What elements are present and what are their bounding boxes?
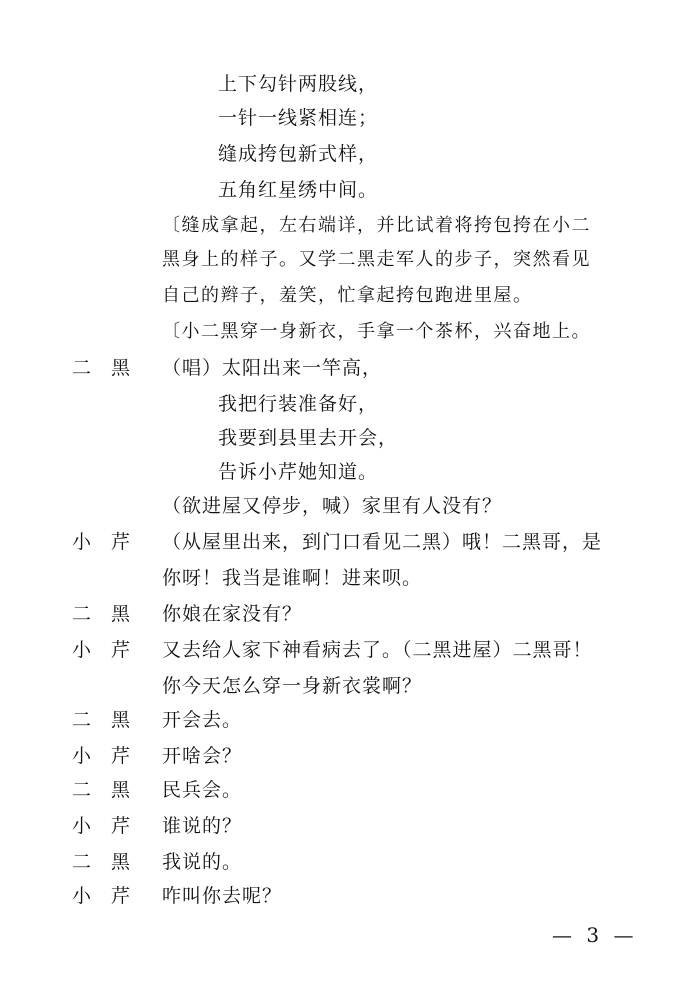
dialogue-line: 你呀！我当是谁啊！进来呗。 [162,567,423,589]
lyric-line: 上下勾针两股线， [218,73,379,95]
dialogue-line: 又去给人家下神看病去了。（二黑进屋）二黑哥！ [162,639,593,661]
lyric-line: 五角红星绣中间。 [218,179,379,201]
dialogue-line: 咋叫你去呢？ [162,885,283,907]
speaker-name: 小芹 [72,639,151,661]
dialogue-line: 你今天怎么穿一身新衣裳啊？ [162,675,423,697]
speaker-name: 二黑 [72,779,151,801]
dialogue-line: 我把行装准备好， [218,393,379,415]
stage-direction: 〔小二黑穿一身新衣，手拿一个茶杯，兴奋地上。 [162,321,591,342]
page-number: — 3 — [552,923,638,947]
speaker-name: 二黑 [72,603,151,625]
speaker-name: 小芹 [72,815,151,837]
speaker-name: 二黑 [72,357,151,379]
dialogue-line: 我说的。 [162,851,243,873]
dialogue-line: （唱）太阳出来一竿高， [162,357,383,379]
dialogue-line: 开会去。 [162,709,243,731]
lyric-line: 一针一线紧相连； [218,107,379,129]
dialogue-line: 告诉小芹她知道。 [218,461,379,483]
speaker-name: 二黑 [72,709,151,731]
dialogue-line: 民兵会。 [162,779,243,801]
dialogue-line: （从屋里出来，到门口看见二黑）哦！二黑哥，是 [162,531,603,553]
speaker-name: 二黑 [72,851,151,873]
speaker-name: 小芹 [72,531,151,553]
stage-direction: 〔缝成拿起，左右端详，并比试着将挎包挎在小二 [162,215,591,236]
speaker-name: 小芹 [72,885,151,907]
lyric-line: 缝成挎包新式样， [218,143,379,165]
stage-direction: 黑身上的样子。又学二黑走军人的步子，突然看见 [162,249,591,270]
dialogue-line: 你娘在家没有？ [162,603,303,625]
dialogue-line: 谁说的？ [162,815,243,837]
speaker-name: 小芹 [72,745,151,767]
dialogue-line: 我要到县里去开会， [218,427,399,449]
stage-direction: 自己的辫子，羞笑，忙拿起挎包跑进里屋。 [162,285,533,306]
dialogue-line: 开啥会？ [162,745,243,767]
dialogue-line: （欲进屋又停步，喊）家里有人没有？ [162,495,503,517]
